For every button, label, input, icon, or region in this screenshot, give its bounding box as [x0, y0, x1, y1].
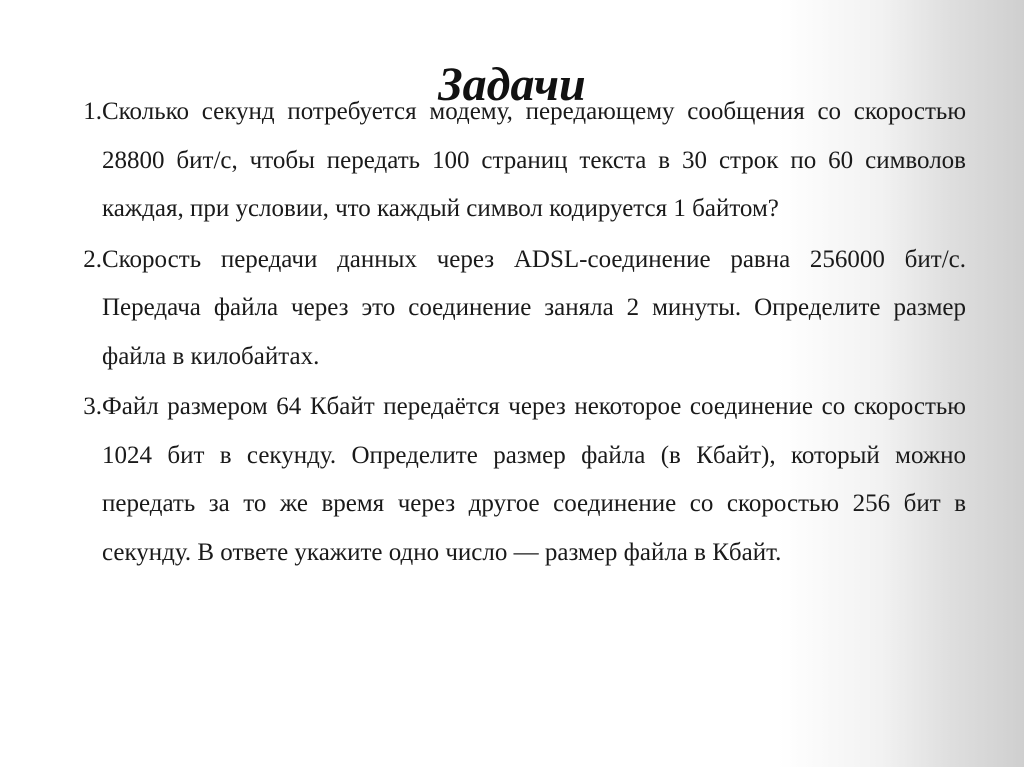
task-number: 3. [83, 393, 102, 420]
task-number: 2. [83, 245, 102, 273]
task-list [64, 88, 966, 579]
task-text: Сколько секунд потребуется модему, передающему сообщения со скоростью 28800 бит/с, чтобы передать 100 страниц текста в 30 строк по 60 символов каждая, при условии, что каждый символ кодируется 1 байтом? [102, 98, 966, 222]
task-item-1 [64, 88, 966, 234]
slide-title: Задачи [438, 58, 586, 112]
task-text: Файл размером 64 Кбайт передаётся через некоторое соединение со скоростью 1024 бит в секунду. Определите размер файла (в Кбайт), который можно передать за то же время через другое соединение со скоростью 256 бит в секунду. В ответе укажите одно число — размер файла в Кбайт. [102, 393, 966, 566]
task-number: 1. [83, 98, 102, 125]
task-item-2 [64, 236, 966, 382]
task-item-3 [64, 383, 966, 577]
task-text: Скорость передачи данных через ADSL-соединение равна 256000 бит/c. Передача файла через это соединение заняла 2 минуты. Определите размер файла в килобайтах. [102, 245, 966, 370]
